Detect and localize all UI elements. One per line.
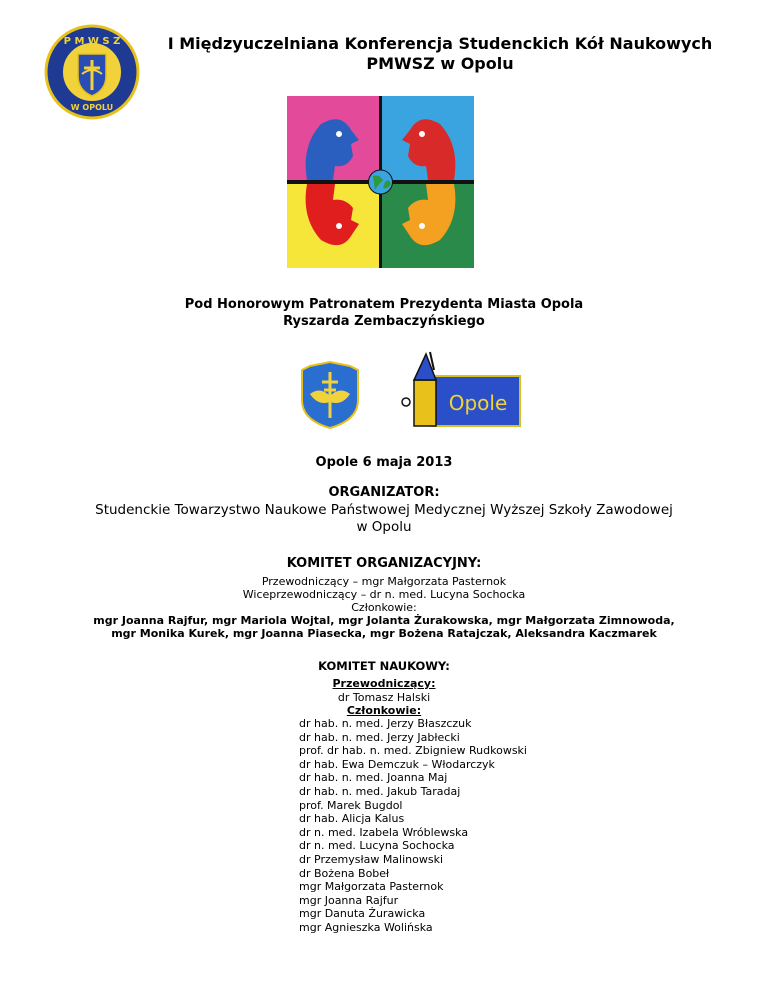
- list-item: dr n. med. Lucyna Sochocka: [299, 839, 455, 853]
- opole-coat-of-arms: [300, 360, 360, 430]
- conference-title: [140, 34, 740, 74]
- organizing-committee: [0, 575, 768, 640]
- organizing-vice-chair: Wiceprzewodniczący – dr n. med. Lucyna Sochocka: [242, 588, 526, 601]
- organizing-members-line-1: mgr Joanna Rajfur, mgr Mariola Wojtal, mgr Jolanta Żurakowska, mgr Małgorzata Zimnowoda,: [93, 614, 675, 627]
- organizer-name: Studenckie Towarzystwo Naukowe Państwowej Medycznej Wyższej Szkoły Zawodowej w Opolu: [95, 502, 673, 535]
- list-item: dr hab. Ewa Demczuk – Włodarczyk: [299, 757, 495, 771]
- scientific-members-list: [299, 717, 599, 935]
- scientific-chair-label: Przewodniczący:: [332, 677, 436, 690]
- organizing-chair: Przewodniczący – mgr Małgorzata Pasternok: [261, 575, 507, 588]
- list-item: dr hab. n. med. Joanna Maj: [299, 771, 448, 785]
- pmwsz-logo: [44, 24, 140, 120]
- scientific-committee-heading: KOMITET NAUKOWY:: [318, 659, 450, 673]
- list-item: prof. dr hab. n. med. Zbigniew Rudkowski: [299, 744, 527, 758]
- logo-bottom-text: W OPOLU: [70, 103, 114, 112]
- list-item: mgr Danuta Żurawicka: [299, 907, 426, 921]
- organizing-members-line-2: mgr Monika Kurek, mgr Joanna Piasecka, mgr Bożena Ratajczak, Aleksandra Kaczmarek: [111, 627, 657, 640]
- list-item: dr hab. n. med. Jakub Taradaj: [299, 784, 461, 798]
- list-item: dr Bożena Bobeł: [299, 866, 390, 880]
- organizer-heading: ORGANIZATOR:: [328, 485, 440, 500]
- scientific-chair: dr Tomasz Halski: [337, 690, 431, 704]
- logo-top-letters: P M W S Z: [63, 36, 121, 47]
- title-line-1: I Międzyuczelniana Konferencja Studenckich Kół Naukowych: [167, 34, 713, 53]
- list-item: mgr Joanna Rajfur: [299, 893, 399, 907]
- opole-city-logo: [400, 350, 524, 430]
- title-line-2: PMWSZ w Opolu: [366, 54, 514, 73]
- list-item: dr hab. Alicja Kalus: [299, 812, 405, 826]
- honorary-patronage: [0, 296, 768, 330]
- list-item: dr Przemysław Malinowski: [299, 852, 444, 866]
- organizing-committee-heading: KOMITET ORGANIZACYJNY:: [286, 556, 482, 571]
- scientific-members-label: Członkowie:: [346, 704, 422, 717]
- list-item: prof. Marek Bugdol: [299, 798, 403, 812]
- list-item: dr hab. n. med. Jerzy Jabłecki: [299, 730, 460, 744]
- patronage-line-1: Pod Honorowym Patronatem Prezydenta Miasta Opola: [184, 297, 584, 312]
- patronage-line-2: Ryszarda Zembaczyńskiego: [283, 314, 485, 329]
- list-item: mgr Agnieszka Wolińska: [299, 920, 433, 934]
- conference-date: Opole 6 maja 2013: [315, 455, 453, 470]
- list-item: mgr Małgorzata Pasternok: [299, 880, 444, 894]
- opole-logo-text: Opole: [448, 391, 508, 415]
- list-item: dr hab. n. med. Jerzy Błaszczuk: [299, 717, 472, 730]
- list-item: dr n. med. Izabela Wróblewska: [299, 825, 469, 839]
- organizing-members-label: Członkowie:: [351, 601, 417, 614]
- scientific-committee: [0, 677, 768, 718]
- conference-poster-image: [287, 96, 474, 268]
